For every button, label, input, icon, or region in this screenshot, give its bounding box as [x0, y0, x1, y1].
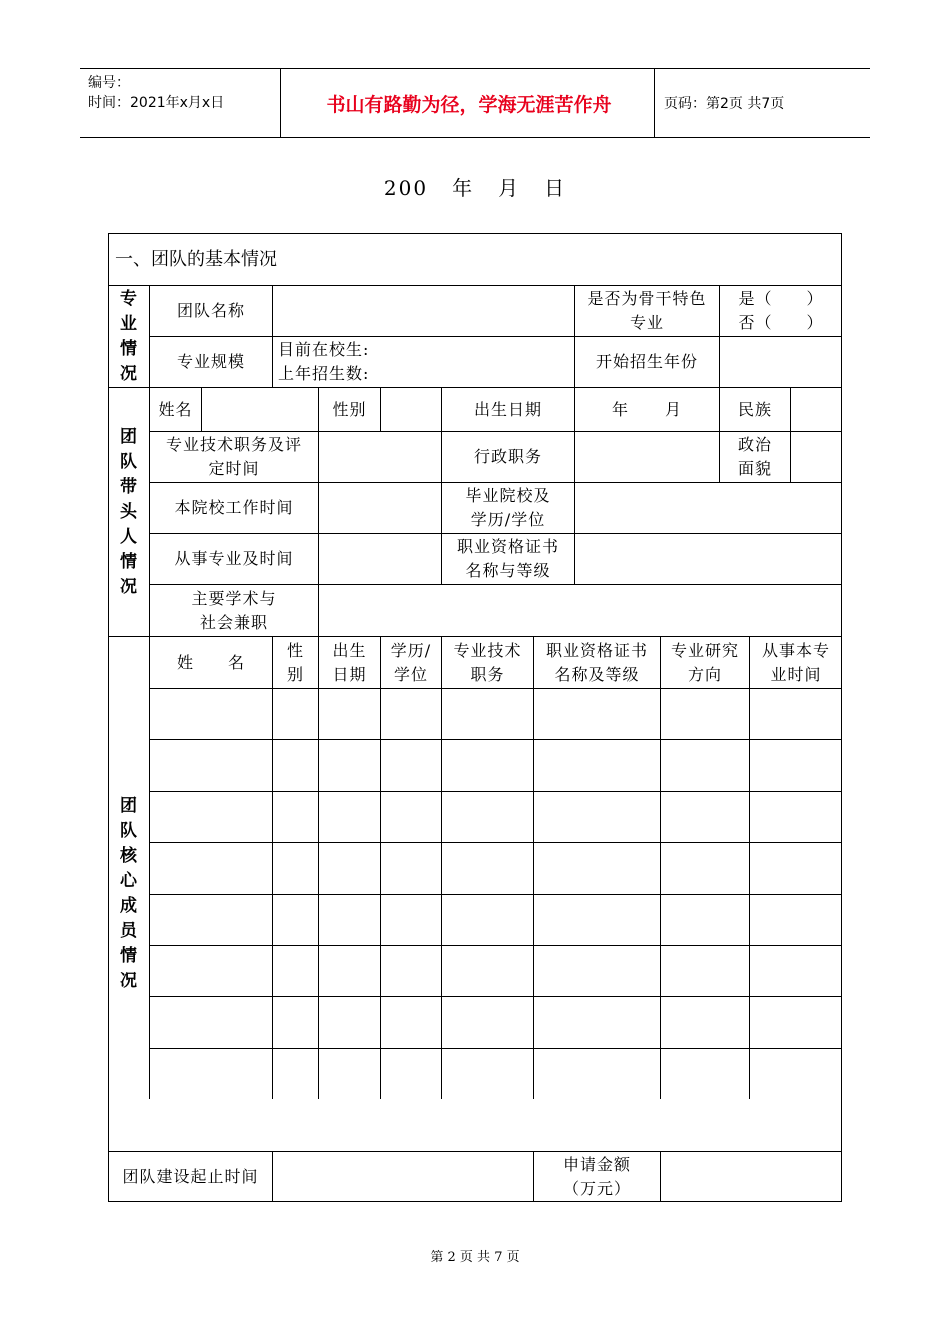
column-header-line: 业时间	[770, 664, 822, 684]
no-option[interactable]: 否（ ）	[738, 313, 824, 332]
member-cell[interactable]	[660, 688, 749, 739]
member-cell[interactable]	[660, 894, 749, 945]
member-cell[interactable]	[533, 791, 660, 842]
member-cell[interactable]	[441, 842, 533, 893]
cert-label: 职业资格证书 名称与等级	[441, 533, 574, 584]
member-cell[interactable]	[749, 996, 842, 1047]
member-cell[interactable]	[533, 1048, 660, 1099]
member-cell[interactable]	[272, 1048, 318, 1099]
field-time-label: 从事专业及时间	[149, 533, 318, 584]
member-cell[interactable]	[660, 842, 749, 893]
member-cell[interactable]	[318, 894, 380, 945]
tech-title-field[interactable]	[318, 431, 441, 482]
member-cell[interactable]	[380, 1048, 441, 1099]
column-header-line: 日期	[332, 664, 367, 684]
birth-month-label: 月	[665, 399, 683, 419]
member-cell[interactable]	[380, 688, 441, 739]
member-cell[interactable]	[318, 842, 380, 893]
scale-label: 专业规模	[149, 336, 272, 387]
member-cell[interactable]	[660, 1048, 749, 1099]
leader-birth-field[interactable]	[574, 387, 719, 431]
amount-label: 申请金额 （万元）	[533, 1151, 660, 1202]
leader-name-field[interactable]	[201, 387, 318, 431]
amount-field[interactable]	[660, 1151, 842, 1202]
members-column-header	[380, 636, 441, 688]
start-year-label: 开始招生年份	[574, 336, 719, 387]
header-divider	[654, 69, 655, 137]
serial-label: 编号：	[88, 75, 130, 91]
member-cell[interactable]	[749, 688, 842, 739]
member-cell[interactable]	[380, 996, 441, 1047]
member-cell[interactable]	[272, 688, 318, 739]
column-header-line: 方向	[687, 664, 722, 684]
member-cell[interactable]	[272, 739, 318, 790]
member-cell[interactable]	[441, 739, 533, 790]
date-year-prefix: 200	[383, 176, 429, 200]
column-header-line: 学位	[393, 664, 428, 684]
members-side-label: 团 队 核 心 成 员 情 况	[108, 636, 149, 1151]
leader-side-label: 团 队 带 头 人 情 况	[108, 387, 149, 636]
member-cell[interactable]	[660, 791, 749, 842]
section-title: 一、团队的基本情况	[108, 233, 842, 285]
members-column-header	[533, 636, 660, 688]
school-label: 毕业院校及 学历/学位	[441, 482, 574, 533]
field-time-field[interactable]	[318, 533, 441, 584]
member-cell[interactable]	[441, 945, 533, 996]
column-header-line: 职业资格证书	[545, 640, 648, 660]
current-students-label: 目前在校生:	[278, 340, 370, 359]
leader-gender-field[interactable]	[380, 387, 441, 431]
member-cell[interactable]	[318, 996, 380, 1047]
admin-title-label: 行政职务	[441, 431, 574, 482]
scale-field[interactable]	[272, 336, 574, 387]
column-header-line: 别	[286, 664, 304, 684]
work-time-field[interactable]	[318, 482, 441, 533]
date-day: 日	[544, 176, 567, 200]
member-cell[interactable]	[660, 945, 749, 996]
member-cell[interactable]	[749, 842, 842, 893]
column-header-line: 专业研究	[670, 640, 739, 660]
members-column-header	[149, 636, 272, 688]
member-cell[interactable]	[149, 894, 272, 945]
member-cell[interactable]	[533, 996, 660, 1047]
column-header-line: 职务	[470, 664, 505, 684]
member-cell[interactable]	[749, 739, 842, 790]
column-header-line: 性	[286, 640, 304, 660]
tech-title-label: 专业技术职务及评 定时间	[149, 431, 318, 482]
member-cell[interactable]	[749, 945, 842, 996]
members-column-header	[318, 636, 380, 688]
member-cell[interactable]	[272, 842, 318, 893]
members-column-header	[441, 636, 533, 688]
leader-gender-label: 性别	[318, 387, 380, 431]
school-field[interactable]	[574, 482, 842, 533]
column-header-line: 专业技术	[453, 640, 522, 660]
member-cell[interactable]	[272, 996, 318, 1047]
date-title	[0, 172, 950, 201]
period-field[interactable]	[272, 1151, 533, 1202]
member-cell[interactable]	[380, 842, 441, 893]
member-cell[interactable]	[149, 1048, 272, 1099]
column-header-line: 从事本专	[761, 640, 830, 660]
header-meta	[88, 73, 224, 113]
member-cell[interactable]	[318, 688, 380, 739]
member-cell[interactable]	[272, 894, 318, 945]
member-cell[interactable]	[660, 996, 749, 1047]
header-divider	[280, 69, 281, 137]
member-cell[interactable]	[660, 739, 749, 790]
leader-birth-label: 出生日期	[441, 387, 574, 431]
member-cell[interactable]	[380, 894, 441, 945]
academic-label: 主要学术与 社会兼职	[149, 584, 318, 636]
member-cell[interactable]	[272, 791, 318, 842]
member-cell[interactable]	[441, 1048, 533, 1099]
member-cell[interactable]	[749, 1048, 842, 1099]
members-column-header	[272, 636, 318, 688]
work-time-label: 本院校工作时间	[149, 482, 318, 533]
member-cell[interactable]	[380, 945, 441, 996]
member-cell[interactable]	[149, 791, 272, 842]
member-cell[interactable]	[441, 996, 533, 1047]
major-side-label: 专 业 情 况	[108, 285, 149, 387]
period-label: 团队建设起止时间	[108, 1151, 272, 1202]
member-cell[interactable]	[380, 791, 441, 842]
member-cell[interactable]	[149, 688, 272, 739]
member-cell[interactable]	[533, 842, 660, 893]
member-cell[interactable]	[318, 1048, 380, 1099]
member-cell[interactable]	[272, 945, 318, 996]
leader-ethnicity-label: 民族	[719, 387, 790, 431]
member-cell[interactable]	[149, 842, 272, 893]
start-year-field[interactable]	[719, 336, 842, 387]
date-year: 年	[452, 176, 475, 200]
member-cell[interactable]	[318, 791, 380, 842]
page-footer: 第 2 页 共 7 页	[430, 1250, 520, 1265]
cert-field[interactable]	[574, 533, 842, 584]
team-name-field[interactable]	[272, 285, 574, 336]
key-major-label: 是否为骨干特色 专业	[574, 285, 719, 336]
members-column-header	[660, 636, 749, 688]
member-cell[interactable]	[318, 739, 380, 790]
member-cell[interactable]	[149, 945, 272, 996]
column-header-line: 姓 名	[176, 652, 245, 672]
member-cell[interactable]	[533, 945, 660, 996]
key-major-options[interactable]	[719, 285, 842, 336]
member-cell[interactable]	[441, 688, 533, 739]
political-field[interactable]	[790, 431, 842, 482]
member-cell[interactable]	[149, 996, 272, 1047]
member-cell[interactable]	[533, 739, 660, 790]
last-year-enroll-label: 上年招生数:	[278, 364, 370, 383]
members-column-header	[749, 636, 842, 688]
header-page-label: 页码：第2页 共7页	[664, 96, 785, 112]
leader-ethnicity-field[interactable]	[790, 387, 842, 431]
member-cell[interactable]	[533, 688, 660, 739]
leader-name-label: 姓名	[149, 387, 201, 431]
member-cell[interactable]	[533, 894, 660, 945]
member-cell[interactable]	[749, 894, 842, 945]
header-motto: 书山有路勤为径，学海无涯苦作舟	[326, 93, 612, 116]
member-cell[interactable]	[749, 791, 842, 842]
academic-field[interactable]	[318, 584, 842, 636]
column-header-line: 名称及等级	[554, 664, 640, 684]
member-cell[interactable]	[441, 791, 533, 842]
column-header-line: 出生	[332, 640, 367, 660]
member-cell[interactable]	[318, 945, 380, 996]
team-name-label: 团队名称	[149, 285, 272, 336]
time-label: 时间：2021年x月x日	[88, 95, 225, 111]
document-header	[80, 68, 870, 138]
admin-title-field[interactable]	[574, 431, 719, 482]
column-header-line: 学历/	[390, 640, 432, 660]
date-month: 月	[498, 176, 521, 200]
yes-option[interactable]: 是（ ）	[738, 289, 824, 308]
political-label: 政治 面貌	[719, 431, 790, 482]
member-cell[interactable]	[441, 894, 533, 945]
birth-year-label: 年	[611, 399, 629, 419]
member-cell[interactable]	[380, 739, 441, 790]
member-cell[interactable]	[149, 739, 272, 790]
